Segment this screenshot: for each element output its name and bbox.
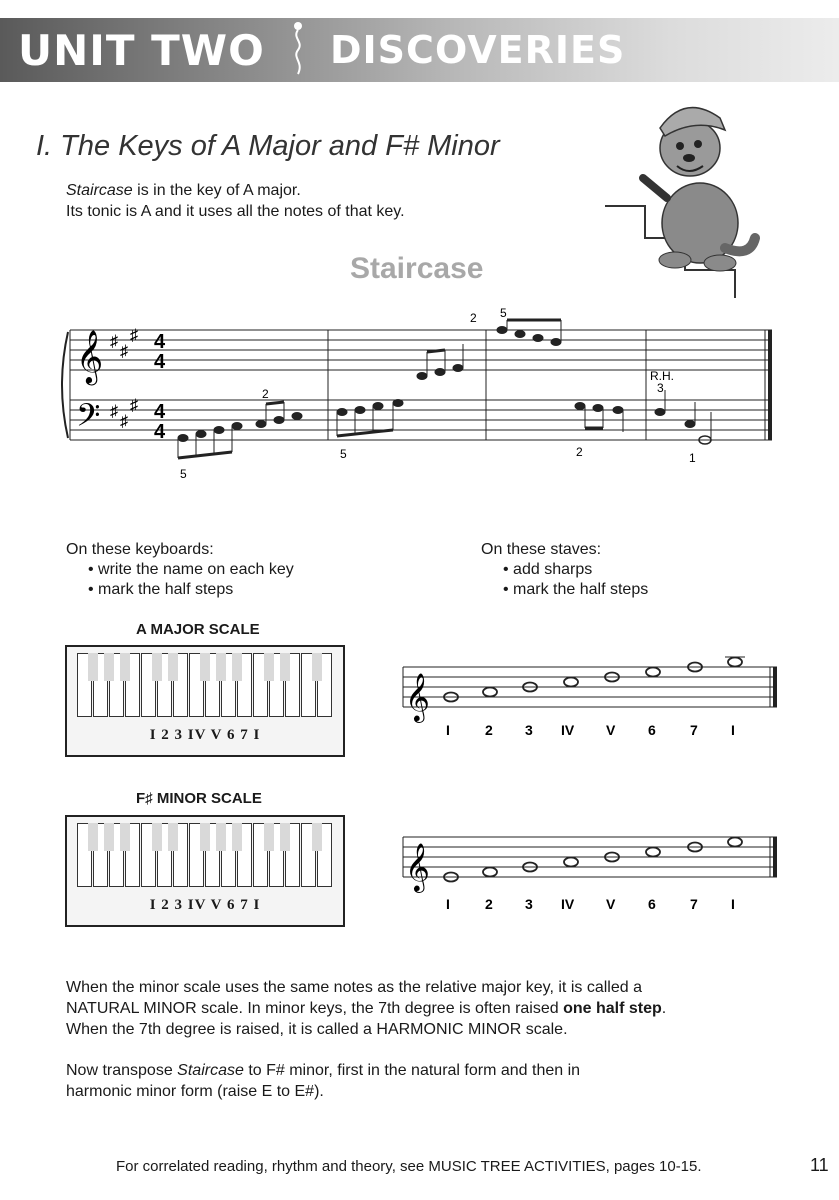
degree-label: V [606, 896, 616, 912]
rh-marking: R.H. [650, 369, 674, 383]
a-major-scale-title: A MAJOR SCALE [136, 621, 260, 638]
svg-text:4: 4 [154, 421, 166, 443]
svg-text:♯: ♯ [110, 333, 118, 350]
a-major-keyboard[interactable] [65, 645, 345, 757]
unit-banner [0, 18, 839, 82]
intro-line1: is in the key of A major. [132, 182, 301, 199]
page-number: 11 [810, 1155, 829, 1175]
f-sharp-minor-staff[interactable] [395, 825, 785, 915]
fingering: 2 [262, 387, 269, 401]
svg-text:𝄞: 𝄞 [76, 330, 104, 382]
svg-text:♯: ♯ [120, 343, 128, 360]
degree-label: 6 [648, 896, 656, 912]
f-sharp-minor-keyboard[interactable] [65, 815, 345, 927]
degree-label: I [731, 896, 735, 912]
bear-mascot-illustration [605, 88, 775, 298]
keyboard-instructions: On these keyboards: • write the name on each key • mark the half steps [66, 541, 294, 598]
fingering: 2 [470, 311, 477, 325]
treble-clef-icon [76, 330, 103, 385]
paragraph-line: NATURAL MINOR scale. In minor keys, the 7th degree is often raised [66, 1000, 564, 1017]
piece-title: Staircase [350, 252, 484, 285]
fingering: 3 [657, 381, 664, 395]
staff-instructions-title: On these staves: [481, 541, 602, 558]
transpose-paragraph [66, 1060, 786, 1102]
fingering: 5 [180, 467, 187, 481]
section-label: DISCOVERIES [330, 28, 626, 72]
staff-instructions: On these staves: • add sharps • mark the half steps [481, 541, 649, 598]
intro-text [66, 180, 405, 222]
treble-clef-icon: 𝄞 [405, 843, 430, 890]
paragraph-punct: . [661, 1000, 667, 1017]
scale-title-text: MINOR SCALE [152, 790, 262, 807]
svg-text:4: 4 [154, 331, 166, 353]
paragraph-line: harmonic minor form (raise E to E#). [66, 1083, 324, 1100]
degree-label: 7 [690, 722, 698, 738]
fingering: 5 [340, 447, 347, 461]
piece-name: Staircase [177, 1062, 244, 1079]
list-item: mark the half steps [98, 581, 234, 598]
svg-text:♯: ♯ [110, 403, 118, 420]
paragraph-line: Now transpose [66, 1062, 178, 1079]
eighth-note-icon [284, 18, 314, 82]
bass-clef-icon [76, 399, 100, 441]
svg-text:♯: ♯ [130, 397, 138, 414]
treble-clef-icon: 𝄞 [405, 673, 430, 720]
fingering: 2 [576, 445, 583, 459]
keyboard-degree-labels: I 2 3 IV V 6 7 I [149, 897, 261, 913]
degree-label: I [731, 722, 735, 738]
degree-label: 3 [525, 896, 533, 912]
svg-text:♯: ♯ [120, 413, 128, 430]
degree-label: I [446, 722, 450, 738]
emphasis-text: one half step [563, 1000, 662, 1017]
a-major-staff[interactable] [395, 655, 785, 745]
footer-reference: For correlated reading, rhythm and theory, see MUSIC TREE ACTIVITIES, pages 10-15. [116, 1158, 702, 1175]
degree-label: IV [561, 896, 575, 912]
staircase-score [60, 300, 780, 490]
svg-text:4: 4 [154, 401, 166, 423]
list-item: write the name on each key [98, 561, 294, 578]
degree-label: 3 [525, 722, 533, 738]
keyboard-degree-labels: I 2 3 IV V 6 7 I [149, 727, 261, 743]
degree-label: 2 [485, 896, 493, 912]
degree-label: 2 [485, 722, 493, 738]
intro-line2: Its tonic is A and it uses all the notes of that key. [66, 203, 405, 220]
svg-text:𝄢: 𝄢 [76, 399, 101, 441]
unit-label: UNIT TWO [18, 26, 265, 75]
svg-text:♯: ♯ [130, 327, 138, 344]
list-item: mark the half steps [513, 581, 649, 598]
paragraph-line: When the minor scale uses the same notes as the relative major key, it is called a [66, 979, 642, 996]
minor-scale-paragraph [66, 977, 786, 1040]
svg-text:4: 4 [154, 351, 166, 373]
keyboard-instructions-title: On these keyboards: [66, 541, 214, 558]
degree-label: 7 [690, 896, 698, 912]
degree-label: IV [561, 722, 575, 738]
paragraph-line: to F# minor, first in the natural form and then in [243, 1062, 581, 1079]
degree-label: I [446, 896, 450, 912]
list-item: add sharps [513, 561, 593, 578]
page-heading: I. The Keys of A Major and F# Minor [36, 130, 500, 162]
fingering: 5 [500, 306, 507, 320]
f-sharp-minor-scale-title [136, 790, 262, 807]
sharp-symbol: F♯ [136, 790, 153, 807]
degree-label: V [606, 722, 616, 738]
fingering: 1 [689, 451, 696, 465]
degree-label: 6 [648, 722, 656, 738]
paragraph-line: When the 7th degree is raised, it is called a HARMONIC MINOR scale. [66, 1021, 568, 1038]
intro-piece-name: Staircase [66, 182, 133, 199]
